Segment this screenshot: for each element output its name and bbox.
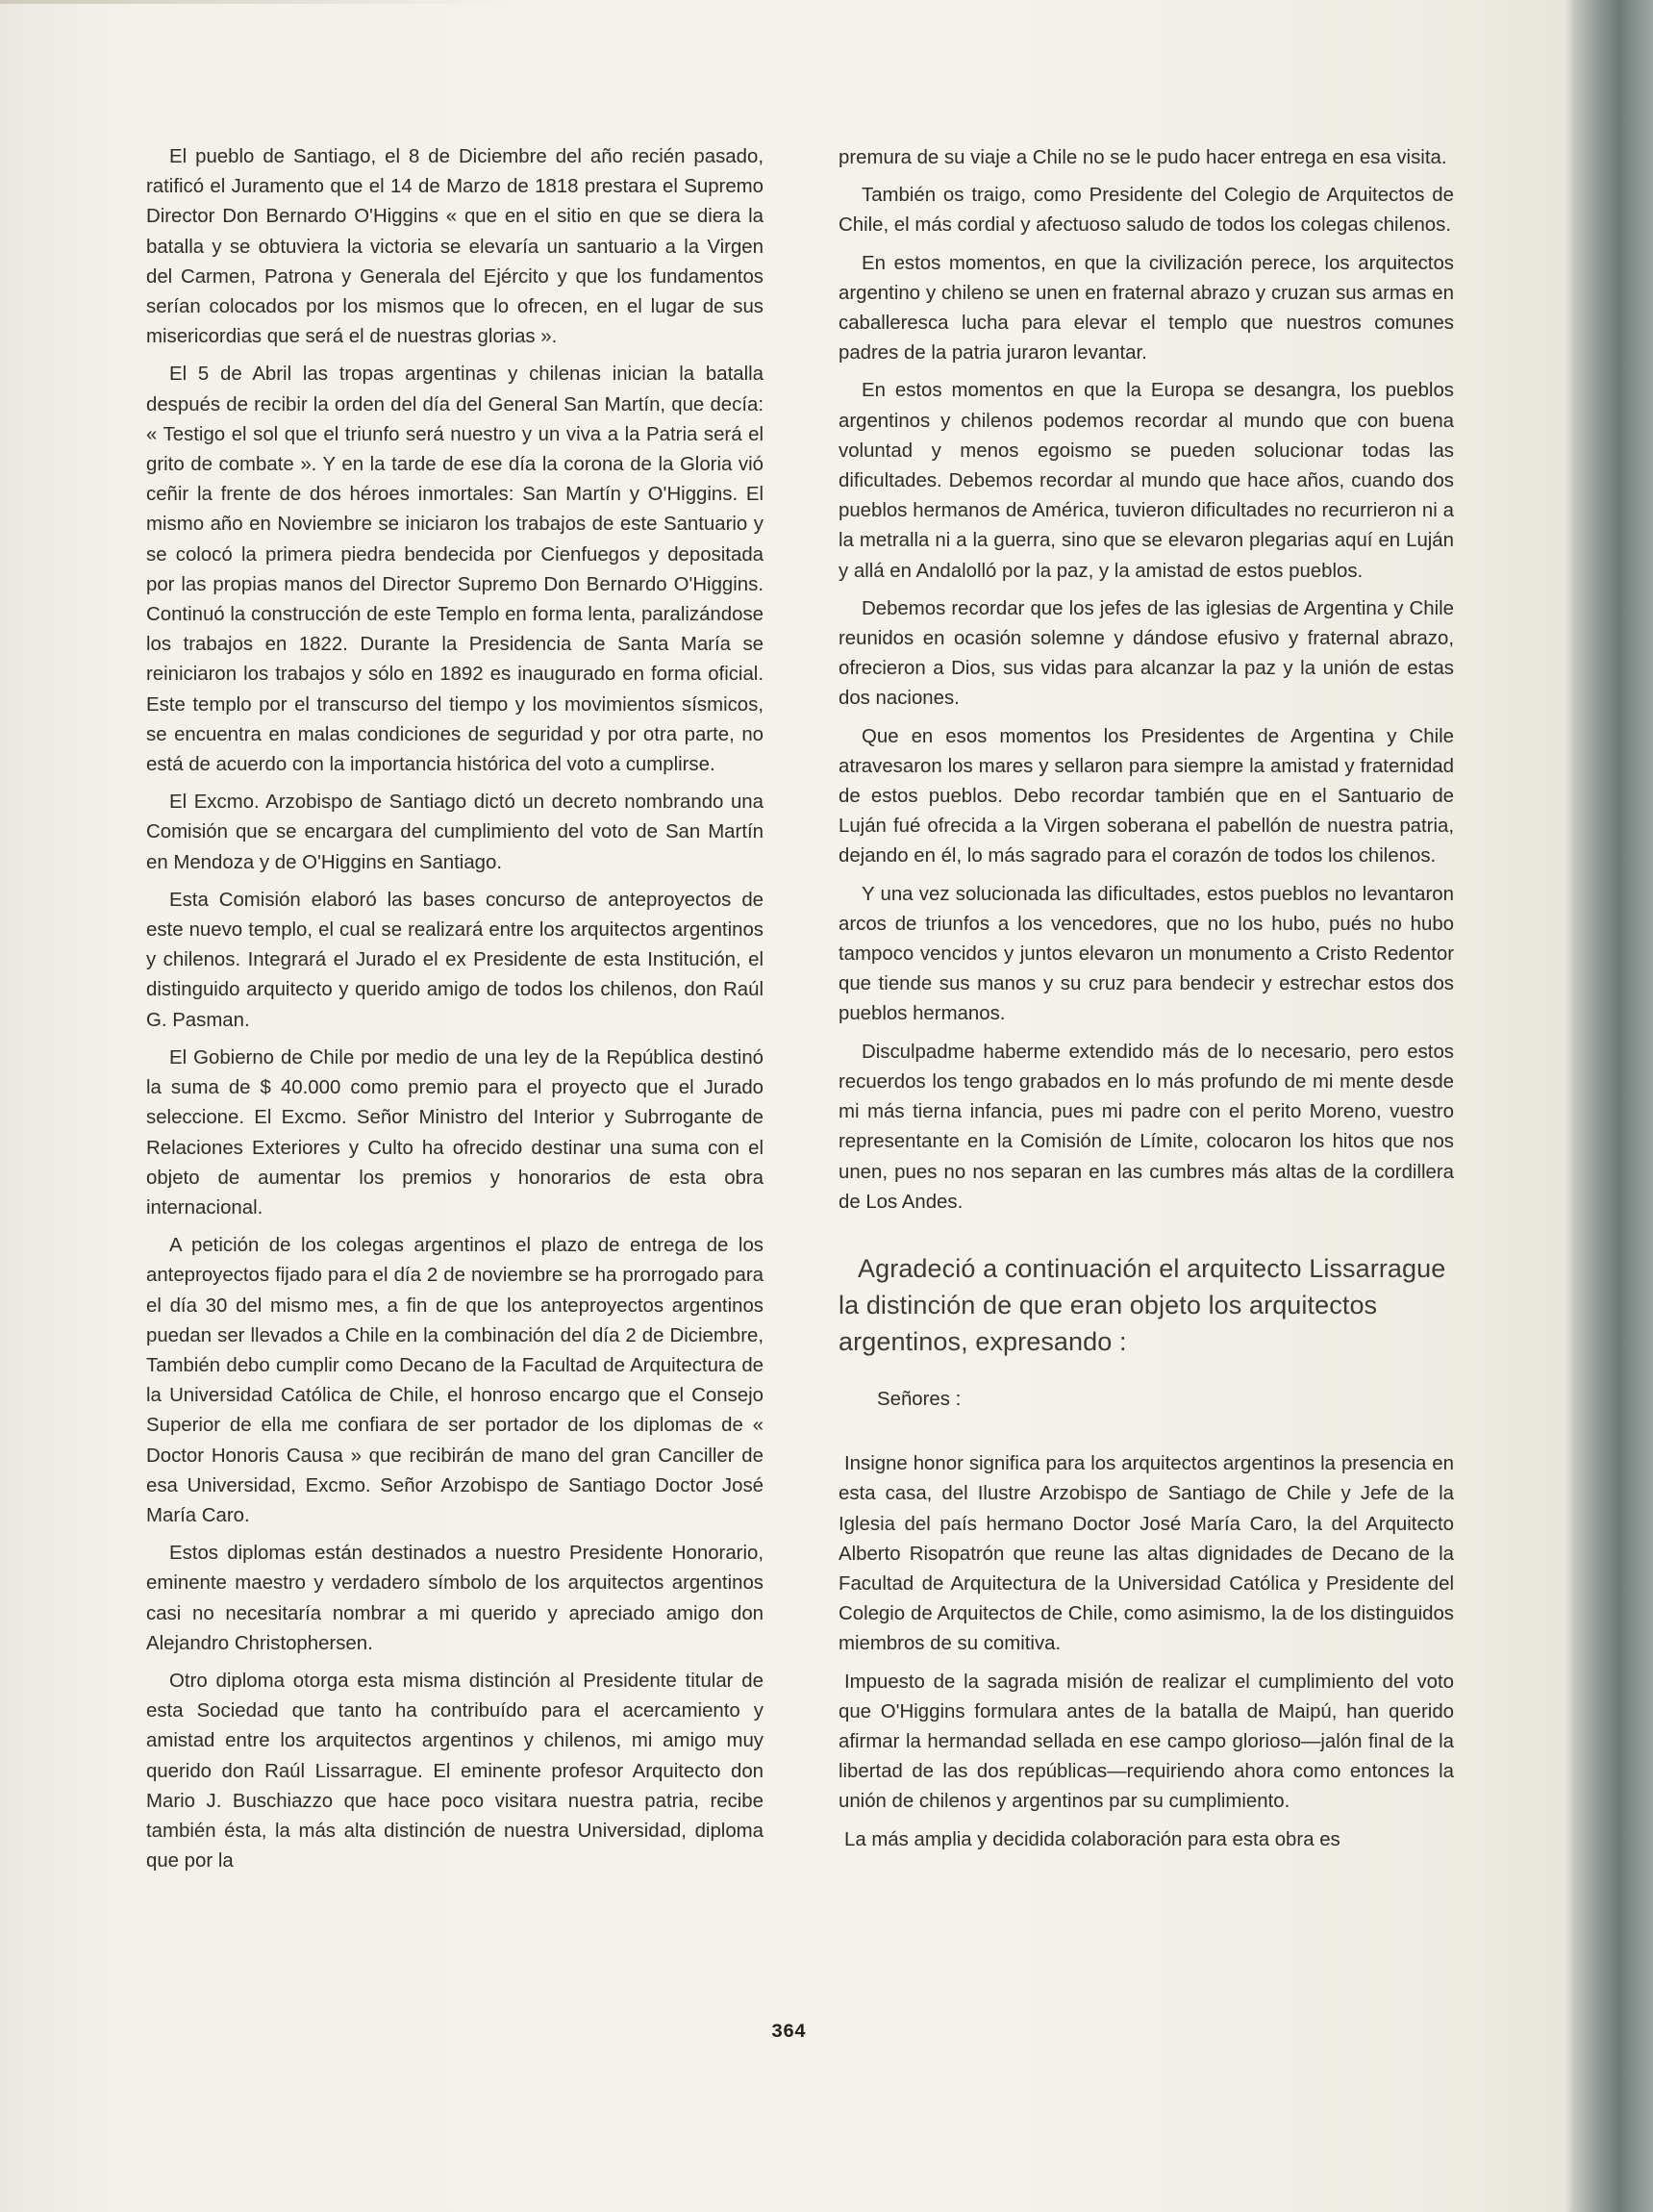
right-continuation-paragraph: premura de su viaje a Chile no se le pudo hacer entrega en esa visita. — [839, 147, 1447, 168]
right-paragraph-6: Y una vez solucionada las dificultades, estos pueblos no levantaron arcos de triunfos a los vencedores, que no los hubo, pués no hubo tampoco vencidos y juntos elevaron un monumento a Cristo Redentor que tiende sus manos y su cruz para bendecir y estrechar estos dos pueblos hermanos. — [839, 883, 1454, 1025]
section-heading: Agradeció a continuación el arquitecto Lissarrague la distinción de que eran objeto los arquitectos argentinos, expresando : — [839, 1253, 1446, 1356]
speech-paragraph-3: La más amplia y decidida colaboración para esta obra es — [844, 1828, 1340, 1850]
right-paragraph-2: En estos momentos, en que la civilización perece, los arquitectos argentino y chileno se unen en fraternal abrazo y cruzan sus armas en caballeresca lucha para elevar el templo que nuestros comunes padres de la patria juraron levantar. — [839, 252, 1454, 364]
left-paragraph-8: Otro diploma otorga esta misma distinción al Presidente titular de esta Sociedad que tanto ha contribuído para el acercamiento y amistad entre los arquitectos argentinos y chilenos, mi amigo muy querido don Raúl Lissarrague. El eminente profesor Arquitecto don Mario J. Buschiazzo que hace poco visitara nuestra patria, recibe también ésta, la más alta distinción de nuestra Universidad, diploma que por la — [146, 1670, 764, 1873]
left-paragraph-6: A petición de los colegas argentinos el plazo de entrega de los anteproyectos fijado para el día 2 de noviembre se ha prorrogado para el día 30 del mismo mes, a fin de que los anteproyectos argentinos puedan ser llevados a Chile en la combinación del día 2 de Diciembre, También debo cumplir como Decano de la Facultad de Arquitectura de la Universidad Católica de Chile, el honroso encargo que el Consejo Superior de ella me confiara de ser portador de los diplomas de « Doctor Honoris Causa » que recibirán de mano del gran Canciller de esa Universidad, Excmo. Señor Arzobispo de Santiago Doctor José María Caro. — [146, 1235, 764, 1526]
right-paragraph-7: Disculpadme haberme extendido más de lo necesario, pero estos recuerdos los tengo grabados en lo más profundo de mi mente desde mi más tierna infancia, pues mi padre con el perito Moreno, vuestro representante en la Comisión de Límite, colocaron los hitos que nos unen, pues no nos separan en las cumbres más altas de la cordillera de Los Andes. — [839, 1041, 1454, 1213]
right-paragraph-5: Que en esos momentos los Presidentes de Argentina y Chile atravesaron los mares y sellaron para siempre la amistad y fraternidad de estos pueblos. Debo recordar también que en el Santuario de Luján fué ofrecida a la Virgen soberana el pabellón de nuestra patria, dejando en él, lo más sagrado para el corazón de todos los chilenos. — [839, 725, 1454, 867]
right-paragraph-3: En estos momentos en que la Europa se desangra, los pueblos argentinos y chilenos podemos recordar al mundo que con buena voluntad y menos egoismo se pueden solucionar todas las dificultades. Debemos recordar al mundo que hace años, cuando dos pueblos hermanos de América, tuvieron dificultades no recurrieron ni a la metralla ni a la guerra, sino que se elevaron plegarias aquí en Luján y allá en Andalolló por la paz, y la amistad de estos pueblos. — [839, 380, 1454, 582]
left-paragraph-7: Estos diplomas están destinados a nuestro Presidente Honorario, eminente maestro y verdadero símbolo de los arquitectos argentinos casi no necesitaría nombrar a mi querido y apreciado amigo don Alejandro Christophersen. — [146, 1543, 764, 1654]
top-edge-shadow — [0, 0, 510, 4]
page-number: 364 — [770, 2022, 806, 2044]
speech-body — [839, 1449, 1454, 1855]
right-paragraph-4: Debemos recordar que los jefes de las iglesias de Argentina y Chile reunidos en ocasión solemne y dándose efusivo y fraternal abrazo, ofrecieron a Dios, sus vidas para alcanzar la paz y la unión de estas dos naciones. — [839, 597, 1454, 710]
left-paragraph-1: El pueblo de Santiago, el 8 de Diciembre del año recién pasado, ratificó el Juramento que el 14 de Marzo de 1818 prestara el Supremo Director Don Bernardo O'Higgins « que en el sitio en que se diera la batalla y se obtuviera la victoria se elevaría un santuario a la Virgen del Carmen, Patrona y Generala del Ejército y que los fundamentos serían colocados por los mismos que lo ofrecen, en el lugar de sus misericordias que será el de nuestras glorias ». — [146, 146, 764, 348]
book-binding-edge — [1564, 0, 1653, 2212]
right-column — [839, 143, 1454, 1863]
left-paragraph-3: El Excmo. Arzobispo de Santiago dictó un decreto nombrando una Comisión que se encargara del cumplimiento del voto de San Martín en Mendoza y de O'Higgins en Santiago. — [146, 792, 764, 873]
left-column — [146, 142, 764, 1884]
left-paragraph-4: Esta Comisión elaboró las bases concurso de anteproyectos de este nuevo templo, el cual se realizará entre los arquitectos argentinos y chilenos. Integrará el Jurado el ex Presidente de esta Institución, el distinguido arquitecto y querido amigo de todos los chilenos, don Raúl G. Pasman. — [146, 889, 764, 1031]
right-paragraph-1: También os traigo, como Presidente del Colegio de Arquitectos de Chile, el más cordial y afectuoso saludo de todos los colegas chilenos. — [839, 185, 1454, 237]
left-paragraph-2: El 5 de Abril las tropas argentinas y chilenas inician la batalla después de recibir la orden del día del General San Martín, que decía: « Testigo el sol que el triunfo será nuestro y un viva a la Patria será el grito de combate ». Y en la tarde de ese día la corona de la Gloria vió ceñir la frente de dos héroes inmortales: San Martín y O'Higgins. El mismo año en Noviembre se iniciaron los trabajos de este Santuario y se colocó la primera piedra bendecida por Cienfuegos y depositada por las propias manos del Director Supremo Don Bernardo O'Higgins. Continuó la construcción de este Templo en forma lenta, paralizándose los trabajos en 1822. Durante la Presidencia de Santa María se reiniciaron los trabajos y sólo en 1892 es inaugurado en forma oficial. Este templo por el transcurso del tiempo y los movimientos sísmicos, se encuentra en malas condiciones de seguridad y por otra parte, no está de acuerdo con la importancia histórica del voto a cumplirse. — [146, 364, 764, 776]
speech-paragraph-2: Impuesto de la sagrada misión de realizar el cumplimiento del voto que O'Higgins formulara antes de la batalla de Maipú, han querido afirmar la hermandad sellada en ese campo glorioso—jalón final de la libertad de las dos repúblicas—requiriendo ahora como entonces la unión de chilenos y argentinos par su cumplimiento. — [839, 1671, 1454, 1813]
speech-salutation: Señores : — [877, 1388, 962, 1410]
speech-paragraph-1: Insigne honor significa para los arquitectos argentinos la presencia en esta casa, del Ilustre Arzobispo de Santiago de Chile y Jefe de la Iglesia del país hermano Doctor José María Caro, la del Arquitecto Alberto Risopatrón que reune las altas dignidades de Decano de la Facultad de Arquitectura de la Universidad Católica y Presidente del Colegio de Arquitectos de Chile, como asimismo, la de los distinguidos miembros de su comitiva. — [839, 1453, 1454, 1655]
left-paragraph-5: El Gobierno de Chile por medio de una ley de la República destinó la suma de $ 40.000 como premio para el proyecto que el Jurado seleccione. El Excmo. Señor Ministro del Interior y Subrrogante de Relaciones Exteriores y Culto ha ofrecido destinar una suma con el objeto de aumentar los premios y honorarios de esta obra internacional. — [146, 1046, 764, 1219]
